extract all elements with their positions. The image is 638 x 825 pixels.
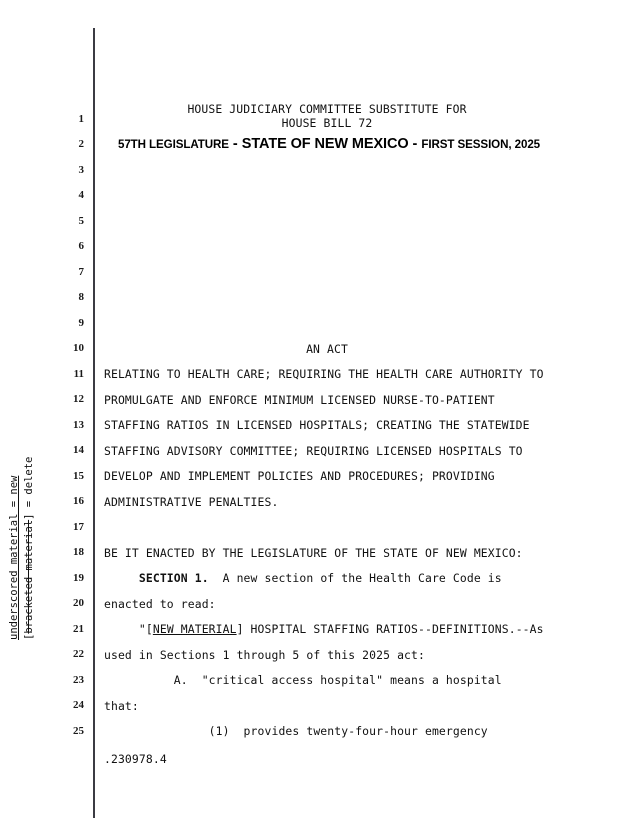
bill-text-line: that: [104,698,139,713]
line-number: 18 [73,546,84,559]
legend-bracket-close: ] = delete [23,456,35,520]
bill-text-line: DEVELOP AND IMPLEMENT POLICIES AND PROCEDURES; PROVIDING [104,469,495,484]
subheader-separator-1: - [228,135,242,152]
bill-text-line: "[NEW MATERIAL] HOSPITAL STAFFING RATIOS--DEFINITIONS.--As [104,622,544,637]
line-number: 4 [78,189,84,202]
line-number: 17 [73,520,84,533]
bill-text-line: enacted to read: [104,596,216,611]
line-number: 21 [73,622,84,635]
line-number: 12 [73,393,84,406]
bill-text-line: PROMULGATE AND ENFORCE MINIMUM LICENSED NURSE-TO-PATIENT [104,392,495,407]
line-number: 11 [73,367,84,380]
subheader-session: FIRST SESSION, 2025 [421,137,541,151]
line-number: 2 [78,138,84,151]
bill-text-line: RELATING TO HEALTH CARE; REQUIRING THE HEALTH CARE AUTHORITY TO [104,367,544,382]
subheader-state: STATE OF NEW MEXICO [241,135,409,152]
line-number: 9 [78,316,84,329]
subheader-legislature: 57TH LEGISLATURE [117,137,229,151]
line-number-gutter [0,0,84,825]
line-number: 19 [73,571,84,584]
line-number: 8 [78,291,84,304]
bill-text-line: ADMINISTRATIVE PENALTIES. [104,494,279,509]
line-number: 3 [78,163,84,176]
legend-bracket-open: [ [23,633,35,640]
line-number: 20 [73,597,84,610]
bill-text-line: A. "critical access hospital" means a hospital [104,673,502,688]
bill-text-line: SECTION 1. A new section of the Health Care Code is [138,571,502,586]
margin-rule [93,28,95,818]
bill-text-line: BE IT ENACTED BY THE LEGISLATURE OF THE STATE OF NEW MEXICO: [104,545,523,560]
bill-text-line: STAFFING RATIOS IN LICENSED HOSPITALS; CREATING THE STATEWIDE [104,418,530,433]
line-number: 13 [73,418,84,431]
line-number: 15 [73,469,84,482]
legend-deleted-material-text: bracketed material [23,519,35,634]
line-number: 23 [73,673,84,686]
line-number: 25 [73,724,84,737]
line-number: 14 [73,444,84,457]
subheader-separator-2: - [408,135,422,152]
line-number: 16 [73,495,84,508]
line-number: 24 [73,699,84,712]
page-title-line-1: HOUSE JUDICIARY COMMITTEE SUBSTITUTE FOR [187,102,467,116]
bill-text-line: used in Sections 1 through 5 of this 2025 act: [104,647,425,662]
page-title-line-2: HOUSE BILL 72 [281,116,373,130]
line-number: 1 [78,112,84,125]
line-number: 22 [73,648,84,661]
bill-text-line: STAFFING ADVISORY COMMITTEE; REQUIRING LICENSED HOSPITALS TO [104,443,523,458]
document-id-footer: .230978.4 [104,752,167,767]
bill-text-line: AN ACT [306,341,348,356]
legend-new-material-text: underscored material = new [8,475,20,640]
bill-text-line: (1) provides twenty-four-hour emergency [104,724,488,739]
legislature-subheader [104,135,554,153]
line-number: 7 [78,265,84,278]
line-number: 10 [73,342,84,355]
line-number: 6 [78,240,84,253]
bill-body [104,0,574,825]
line-number: 5 [78,214,84,227]
